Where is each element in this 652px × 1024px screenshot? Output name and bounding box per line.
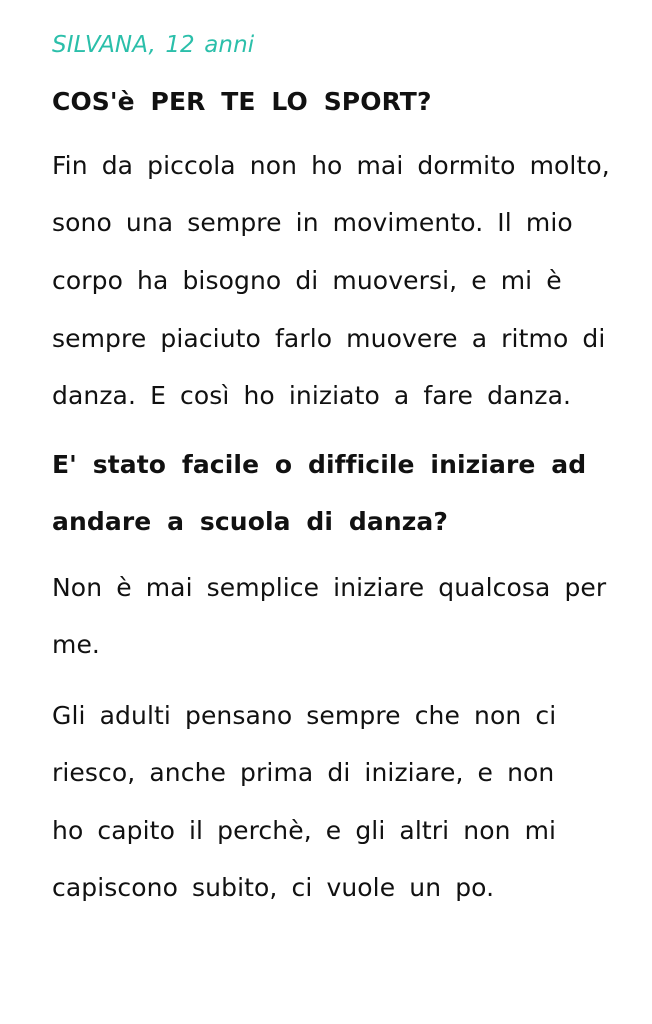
question-2-line-1: E' stato facile o difficile iniziare ad <box>52 450 587 479</box>
answer-3-line-3: ho capito il perchè, e gli altri non mi <box>52 816 557 845</box>
answer-3-line-1: Gli adulti pensano sempre che non ci <box>52 701 557 730</box>
answer-2-line-2: me. <box>52 630 100 659</box>
question-2-line-2: andare a scuola di danza? <box>52 507 448 536</box>
answer-3-line-4: capiscono subito, ci vuole un po. <box>52 873 495 902</box>
answer-3-line-2: riesco, anche prima di iniziare, e non <box>52 758 555 787</box>
answer-1-line-4: sempre piaciuto farlo muovere a ritmo di <box>52 324 606 353</box>
answer-1-line-5: danza. E così ho iniziato a fare danza. <box>52 381 572 410</box>
answer-1-line-1: Fin da piccola non ho mai dormito molto, <box>52 151 610 180</box>
answer-2-line-1: Non è mai semplice iniziare qualcosa per <box>52 573 607 602</box>
question-1: COS'è PER TE LO SPORT? <box>52 87 432 116</box>
answer-1-line-3: corpo ha bisogno di muoversi, e mi è <box>52 266 562 295</box>
author-subtitle: SILVANA, 12 anni <box>52 32 255 58</box>
answer-1-line-2: sono una sempre in movimento. Il mio <box>52 208 573 237</box>
